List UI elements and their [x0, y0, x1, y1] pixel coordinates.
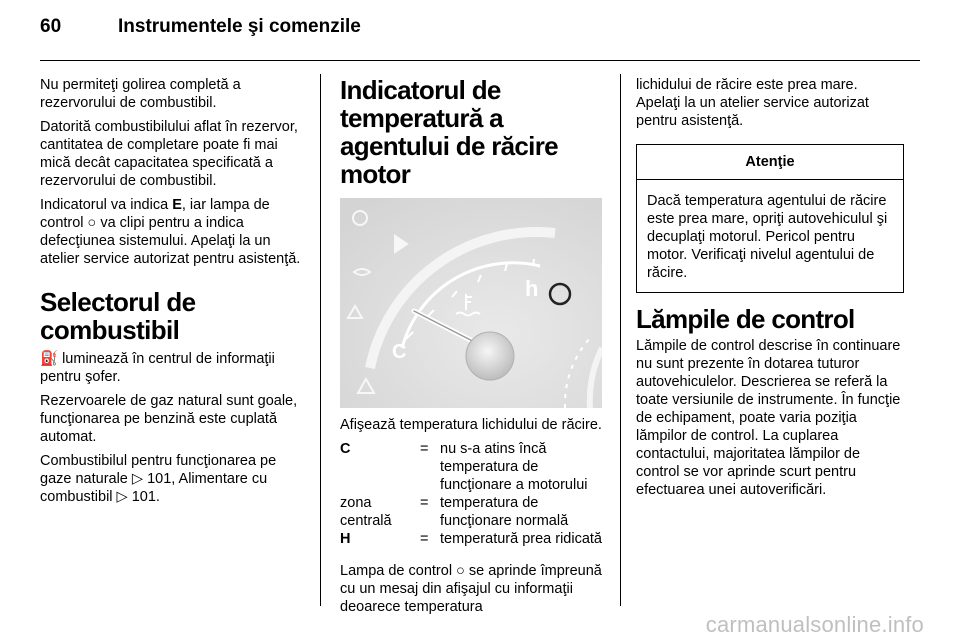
watermark: carmanualsonline.info [705, 612, 924, 637]
paragraph-cross-reference: Combustibilul pentru funcţionarea pe gaze naturale ▷ 101, Alimentare cu combustibil ▷ 101. [40, 453, 277, 505]
paragraph-gauge-caption: Afişează temperatura lichidului de răcire. [340, 417, 602, 433]
definition-description: temperatura de funcţionare normală [440, 495, 569, 529]
section-title-control-lamps: Lămpile de control [636, 304, 855, 334]
coolant-gauge-illustration [340, 198, 602, 408]
definition-row-c [340, 440, 605, 494]
bold-e: E [172, 197, 182, 213]
definition-description: temperatură prea ridicată [440, 531, 602, 547]
paragraph-gas-empty: Rezervoarele de gaz natural sunt goale, funcţionarea pe benzină este cuplată automat. [40, 393, 298, 445]
paragraph-fuel-icon: ⛽ luminează în centrul de informaţii pentru şofer. [40, 351, 275, 385]
header-rule [40, 60, 920, 61]
column-divider-2 [620, 74, 621, 606]
paragraph-indicator-e [40, 196, 306, 268]
gauge-label-h: h [525, 276, 539, 301]
definition-equals: = [420, 495, 429, 511]
gauge-label-c: C [392, 341, 407, 363]
definition-equals: = [420, 531, 429, 547]
definition-row-h [340, 530, 605, 548]
page-title: Instrumentele şi comenzile [118, 16, 361, 37]
warning-body: Dacă temperatura agentului de răcire este prea mare, opriţi autovehiculul şi decuplaţi motorul. Pericol pentru motor. Verificaţi nivelul agentului de răcire. [647, 193, 888, 281]
text-fragment: Indicatorul va indica [40, 197, 173, 213]
column-3 [636, 76, 904, 505]
definition-description: nu s-a atins încă temperatura de funcţionare a motorului [440, 441, 588, 493]
definition-equals: = [420, 441, 429, 457]
section-title-coolant: Indicatorul de temperatură a agentului de răcire motor [340, 75, 558, 189]
paragraph-control-lamps: Lămpile de control descrise în continuare nu sunt prezente în dotarea tuturor autovehiculelor. Descrierea se referă la toate versiunile de instrumente. În funcţie de echipament, poate varia poziţia lămpilor de control. La cuplarea contactului, majoritatea lămpilor de control se vor aprinde scurt pentru efectuarea unei autoverificări. [636, 338, 901, 498]
column-2 [340, 76, 605, 622]
warning-box [636, 144, 904, 293]
gauge-hub [466, 332, 514, 380]
warning-title: Atenţie [637, 145, 903, 180]
definition-term: C [340, 441, 351, 457]
definition-term: H [340, 531, 351, 547]
paragraph-control-lamp: Lampa de control ○ se aprinde împreună cu un mesaj din afişajul cu informaţii deoarece temperatura [340, 563, 602, 615]
page-header [40, 16, 920, 46]
column-divider-1 [320, 74, 321, 606]
definition-term: zona centrală [340, 495, 392, 529]
paragraph-fill-quantity: Datorită combustibilului aflat în rezervor, cantitatea de completare poate fi mai mică decât capacitatea specificată a rezervorului de combustibil. [40, 119, 298, 189]
definition-list [340, 440, 605, 548]
section-title-fuel-selector: Selectorul de combustibil [40, 287, 196, 345]
text-fragment: , iar lampa de control ○ va clipi pentru a indica defecţiunea sistemului. Apelaţi la un atelier service autorizat pentru asistenţă. [40, 197, 301, 267]
column-1 [40, 76, 306, 512]
paragraph-no-empty-tank: Nu permiteţi golirea completă a rezervorului de combustibil. [40, 77, 241, 111]
page-number: 60 [40, 16, 62, 37]
paragraph-continuation: lichidului de răcire este prea mare. Apelaţi la un atelier service autorizat pentru asistenţă. [636, 77, 869, 129]
definition-row-central-zone [340, 494, 605, 530]
